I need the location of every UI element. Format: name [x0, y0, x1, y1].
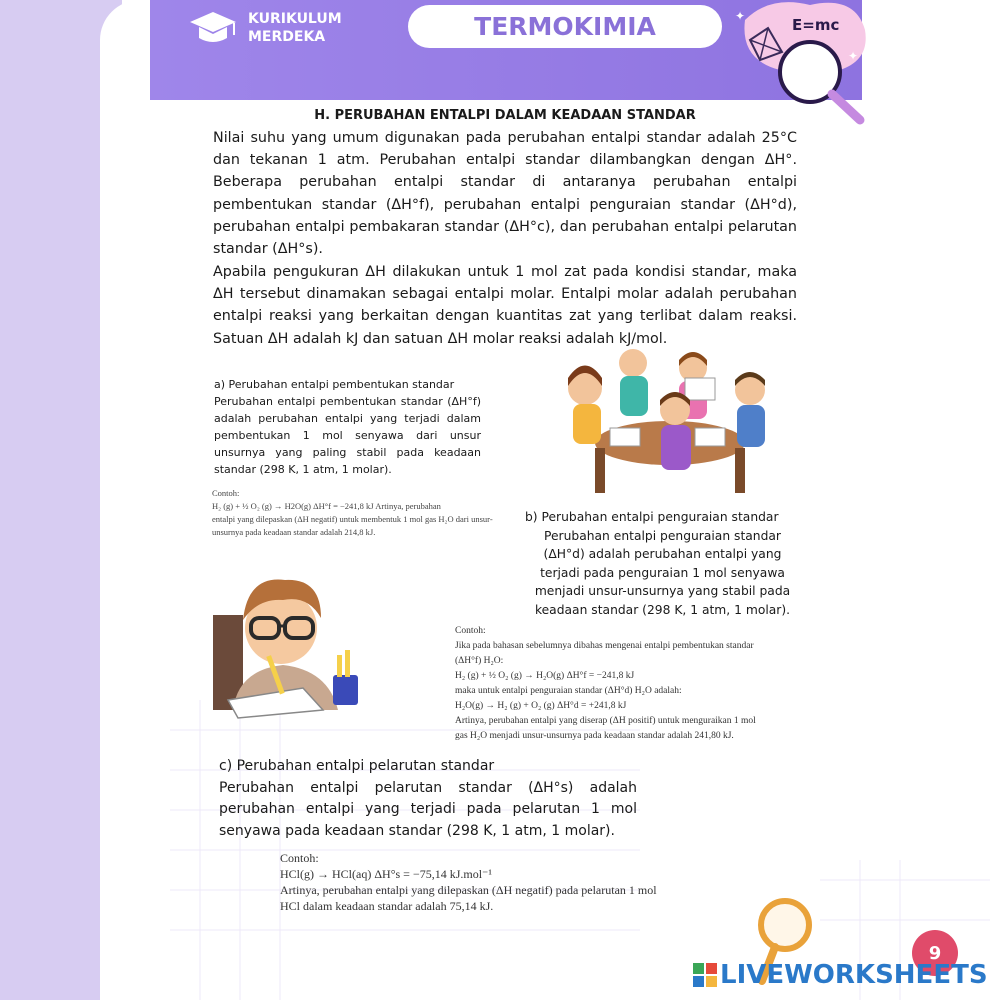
- subsection-b: [525, 508, 800, 619]
- brand-logo: [188, 6, 342, 50]
- liveworksheets-logo[interactable]: [693, 960, 988, 990]
- students-illustration: [565, 348, 770, 498]
- subsection-a-body: Perubahan entalpi pembentukan standar (ΔH°f) adalah perubahan entalpi yang terjadi dalam pembentukan 1 mol senyawa dari unsur unsurnya yang paling stabil pada keadaan standar (298 K, 1 atm, 1 molar).: [214, 395, 481, 476]
- page-number-badge: 9: [912, 930, 958, 976]
- left-curve: [100, 0, 170, 1000]
- formula-label: E=mc: [792, 16, 840, 34]
- liveworksheets-wordmark: LIVEWORKSHEETS: [720, 960, 988, 990]
- example-a-equation: H₂ (g) + ½ O₂ (g) → H2O(g) ΔH°f = −241,8 kJ Artinya, perubahan: [212, 501, 441, 511]
- subsection-a: [214, 376, 481, 478]
- example-b-line1: Jika pada bahasan sebelumnya dibahas mengenai entalpi pembentukan standar: [455, 641, 754, 651]
- section-title: H. PERUBAHAN ENTALPI DALAM KEADAAN STANDAR: [314, 108, 696, 123]
- molar-paragraph: Apabila pengukuran ΔH dilakukan untuk 1 mol zat pada kondisi standar, maka ΔH tersebut dinamakan sebagai entalpi molar. Entalpi molar adalah perubahan entalpi reaksi yang berkaitan dengan kuantitas zat yang terlibat dalam reaksi. Satuan ΔH adalah kJ dan satuan ΔH molar reaksi adalah kJ/mol.: [213, 264, 797, 347]
- example-a-text: entalpi yang dilepaskan (ΔH negatif) untuk membentuk 1 mol gas H₂O dari unsur-unsurnya pada keadaan standar adalah 214,8 kJ.: [212, 514, 493, 537]
- subsection-c: [219, 756, 637, 842]
- example-b-line2: (ΔH°f) H₂O:: [455, 656, 504, 666]
- example-b: [455, 624, 800, 744]
- subsection-c-body: Perubahan entalpi pelarutan standar (ΔH°s) adalah perubahan entalpi yang terjadi pada pelarutan 1 mol senyawa pada keadaan standar (298 K, 1 atm, 1 molar).: [219, 779, 637, 839]
- subsection-a-heading: a) Perubahan entalpi pembentukan standar: [214, 378, 455, 391]
- example-a: [212, 487, 512, 539]
- brand-text: [248, 10, 342, 46]
- subsection-b-body: Perubahan entalpi penguraian standar (ΔH°d) adalah perubahan entalpi yang terjadi pada penguraian 1 mol senyawa menjadi unsur-unsurnya yang stabil pada keadaan standar (298 K, 1 atm, 1 molar).: [534, 528, 791, 617]
- example-c: [280, 850, 700, 914]
- example-b-label: Contoh:: [455, 626, 486, 636]
- intro-paragraph: Nilai suhu yang umum digunakan pada perubahan entalpi standar adalah 25°C dan tekanan 1 atm. Perubahan entalpi standar dilambangkan dengan ΔH°. Beberapa perubahan entalpi standar di antaranya perubahan entalpi pembentukan standar (ΔH°f), perubahan entalpi penguraian standar (ΔH°d), perubahan entalpi pembakaran standar (ΔH°c), dan perubahan entalpi pelarutan standar (ΔH°s).: [213, 130, 797, 258]
- example-c-line1: Artinya, perubahan entalpi yang dilepaskan (ΔH negatif) pada pelarutan 1 mol: [280, 883, 657, 897]
- graduation-cap-icon: [188, 6, 238, 50]
- page-title: TERMOKIMIA: [474, 12, 656, 41]
- example-b-line5: H₂O(g) → H₂ (g) + O₂ (g) ΔH°d = +241,8 kJ: [455, 701, 627, 711]
- example-b-line7: gas H₂O menjadi unsur-unsurnya pada keadaan standar adalah 241,80 kJ.: [455, 731, 734, 741]
- subsection-c-heading: c) Perubahan entalpi pelarutan standar: [219, 758, 495, 774]
- student-writing-illustration: [213, 560, 363, 720]
- svg-text:✦: ✦: [848, 49, 859, 63]
- example-b-line6: Artinya, perubahan entalpi yang diserap (ΔH positif) untuk menguraikan 1 mol: [455, 716, 756, 726]
- example-c-line2: HCl dalam keadaan standar adalah 75,14 kJ.: [280, 899, 494, 913]
- liveworksheets-icon: [693, 963, 717, 987]
- example-b-line4: maka untuk entalpi penguraian standar (ΔH°d) H₂O adalah:: [455, 686, 682, 696]
- brand-line1: KURIKULUM: [248, 11, 342, 27]
- example-c-equation: HCl(g) → HCl(aq) ΔH°s = −75,14 kJ.mol⁻¹: [280, 867, 492, 881]
- page-title-pill: [408, 5, 722, 48]
- example-b-line3: H₂ (g) + ½ O₂ (g) → H₂O(g) ΔH°f = −241,8 kJ: [455, 671, 635, 681]
- svg-text:✦: ✦: [735, 9, 746, 23]
- example-c-label: Contoh:: [280, 851, 319, 865]
- brand-line2: MERDEKA: [248, 29, 326, 45]
- subsection-b-heading: b) Perubahan entalpi penguraian standar: [525, 510, 779, 524]
- example-a-label: Contoh:: [212, 488, 240, 498]
